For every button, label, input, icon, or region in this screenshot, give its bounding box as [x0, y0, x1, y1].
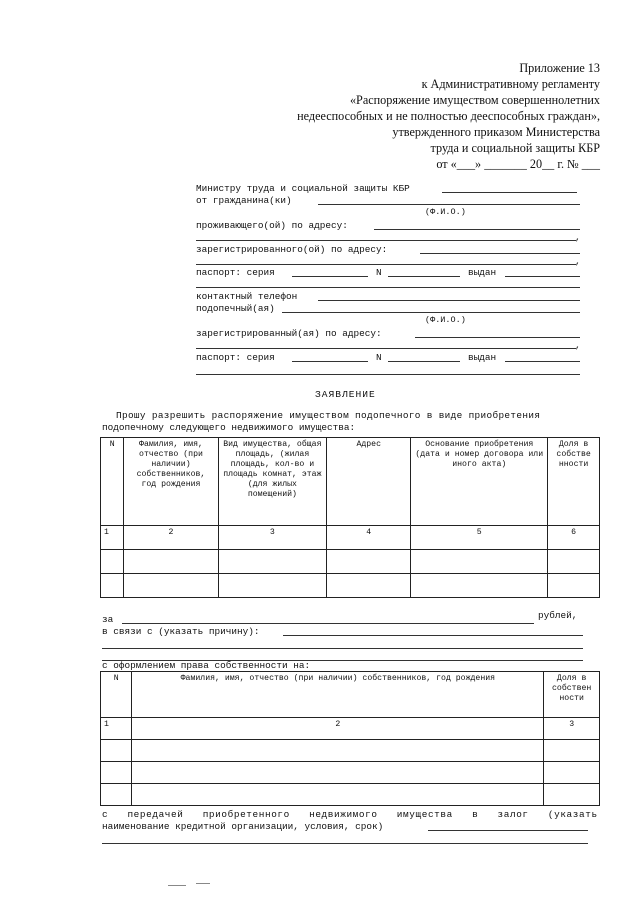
contact-phone-field[interactable] — [318, 300, 580, 301]
col-number: 2 — [124, 526, 218, 550]
registered-address-field-2[interactable] — [196, 264, 576, 265]
ownership-label: с оформлением права собственности на: — [102, 660, 311, 671]
passport-number-field[interactable] — [388, 276, 460, 277]
col-header: Адрес — [327, 438, 411, 526]
living-address-field[interactable] — [374, 229, 580, 230]
col-number: 1 — [101, 526, 124, 550]
header-line: утвержденного приказом Министерства — [392, 125, 600, 139]
col-number: 1 — [101, 718, 132, 740]
header-line: «Распоряжение имуществом совершеннолетних — [349, 93, 600, 107]
header-line: к Административному регламенту — [421, 77, 600, 91]
col-header: Фамилия, имя, отчество (при наличии) собственников, год рождения — [124, 438, 218, 526]
reason-field[interactable] — [283, 635, 583, 636]
table-row[interactable] — [101, 574, 600, 598]
passport-issued-field[interactable] — [505, 276, 580, 277]
pledge-text-2: наименование кредитной организации, условия, срок) — [102, 821, 384, 832]
pledge-text: с передачей приобретенного недвижимого имущества в залог (указать — [102, 809, 598, 820]
registered-at-label: зарегистрированного(ой) по адресу: — [196, 244, 388, 255]
ward-passport-issued-field-2[interactable] — [196, 374, 580, 375]
table-header-row — [101, 672, 600, 718]
header-line: труда и социальной защиты КБР — [430, 141, 600, 155]
ward-label: подопечный(ая) — [196, 303, 275, 314]
passport-n-label: N — [376, 267, 382, 278]
pledge-field[interactable] — [428, 830, 588, 831]
appendix-header — [297, 60, 600, 172]
col-header: Основание приобретения (дата и номер договора или иного акта) — [411, 438, 548, 526]
pledge-field-2[interactable] — [102, 843, 588, 844]
owners-table — [100, 671, 600, 806]
col-header: Доля в собствен ности — [544, 672, 600, 718]
scan-mark — [168, 885, 186, 886]
passport-issued-field-2[interactable] — [196, 287, 580, 288]
request-text-2: подопечному следующего недвижимого имущества: — [102, 422, 356, 433]
col-number: 3 — [218, 526, 327, 550]
contact-phone-label: контактный телефон — [196, 291, 298, 302]
table-row[interactable] — [101, 762, 600, 784]
col-number: 4 — [327, 526, 411, 550]
table-row[interactable] — [101, 740, 600, 762]
reason-field-2[interactable] — [102, 648, 583, 649]
col-number: 2 — [132, 718, 544, 740]
table-row[interactable] — [101, 550, 600, 574]
living-address-field-2[interactable] — [196, 240, 576, 241]
ward-passport-series-label: паспорт: серия — [196, 352, 275, 363]
ward-passport-series-field[interactable] — [292, 361, 368, 362]
statement-title: ЗАЯВЛЕНИЕ — [315, 389, 376, 400]
col-number: 6 — [548, 526, 600, 550]
reason-label: в связи с (указать причину): — [102, 626, 260, 637]
header-line: Приложение 13 — [519, 61, 600, 75]
passport-series-field[interactable] — [292, 276, 368, 277]
scan-mark — [196, 883, 210, 884]
ward-passport-n-label: N — [376, 352, 382, 363]
fio-hint: (Ф.И.О.) — [425, 207, 466, 217]
col-number: 5 — [411, 526, 548, 550]
passport-issued-label: выдан — [468, 267, 497, 278]
ward-passport-number-field[interactable] — [388, 361, 460, 362]
table-header-row — [101, 438, 600, 526]
header-line: от «___» _______ 20__ г. № ___ — [436, 157, 600, 171]
price-field[interactable] — [122, 623, 534, 624]
property-table — [100, 437, 600, 598]
living-at-label: проживающего(ой) по адресу: — [196, 220, 348, 231]
ward-passport-issued-label: выдан — [468, 352, 497, 363]
applicant-name-field[interactable] — [318, 204, 580, 205]
table-row — [101, 718, 600, 740]
col-header: N — [101, 438, 124, 526]
table-row[interactable] — [101, 784, 600, 806]
rubles-label: рублей, — [538, 610, 578, 621]
from-citizen: от гражданина(ки) — [196, 195, 292, 206]
request-text: Прошу разрешить распоряжение имуществом подопечного в виде приобретения — [116, 410, 541, 421]
col-number: 3 — [544, 718, 600, 740]
ward-address-field-2[interactable] — [196, 348, 576, 349]
col-header: N — [101, 672, 132, 718]
fio-hint-2: (Ф.И.О.) — [425, 315, 466, 325]
minister-line[interactable] — [442, 192, 577, 193]
ward-passport-issued-field[interactable] — [505, 361, 580, 362]
ward-registered-label: зарегистрированный(ая) по адресу: — [196, 328, 382, 339]
header-line: недееспособных и не полностью дееспособных граждан», — [297, 109, 600, 123]
to-minister: Министру труда и социальной защиты КБР — [196, 183, 410, 194]
ward-name-field[interactable] — [282, 312, 580, 313]
col-header: Вид имущества, общая площадь, (жилая площадь, кол-во и площадь комнат, этаж (для жилых помещений) — [218, 438, 327, 526]
col-header: Доля в собстве нности — [548, 438, 600, 526]
table-row — [101, 526, 600, 550]
passport-series-label: паспорт: серия — [196, 267, 275, 278]
registered-address-field[interactable] — [420, 253, 580, 254]
col-header: Фамилия, имя, отчество (при наличии) собственников, год рождения — [132, 672, 544, 718]
for-label: за — [102, 614, 114, 625]
ward-address-field[interactable] — [415, 337, 580, 338]
